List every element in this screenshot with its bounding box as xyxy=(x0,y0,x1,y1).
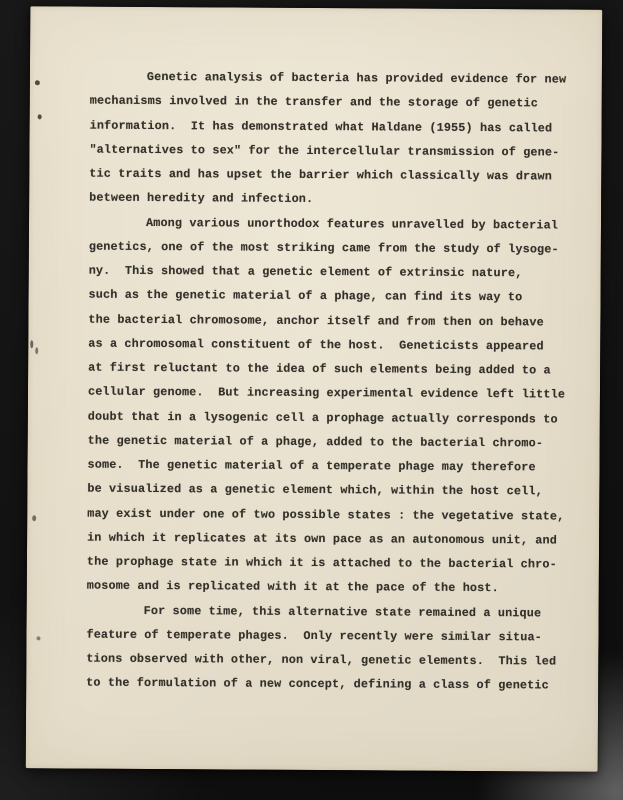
text-line: ny. This showed that a genetic element of extrinsic nature, xyxy=(88,263,523,281)
text-line: mechanisms involved in the transfer and the storage of genetic xyxy=(89,93,539,111)
text-line: tic traits and has upset the barrier which classically was drawn xyxy=(89,166,553,184)
text-line: at first reluctant to the idea of such elements being added to a xyxy=(88,360,551,378)
text-line: mosome and is replicated with it at the pace of the host. xyxy=(86,578,499,596)
text-line: Genetic analysis of bacteria has provided evidence for new xyxy=(146,69,567,87)
text-line: to the formulation of a new concept, defining a class of genetic xyxy=(86,675,549,693)
text-block xyxy=(86,65,580,698)
text-line: the prophage state in which it is attached to the bacterial chro- xyxy=(86,554,557,572)
text-line: in which it replicates at its own pace as an autonomous unit, and xyxy=(87,530,558,548)
text-line: such as the genetic material of a phage, can find its way to xyxy=(88,287,523,305)
punch-hole xyxy=(36,636,40,640)
text-line: information. It has demonstrated what Haldane (1955) has called xyxy=(89,118,553,135)
text-line: the genetic material of a phage, added to the bacterial chromo- xyxy=(87,433,544,451)
text-line: the bacterial chromosome, anchor itself and from then on behave xyxy=(88,312,544,329)
staple-mark xyxy=(30,340,33,348)
text-line: be visualized as a genetic element which, within the host cell, xyxy=(87,481,543,499)
staple-mark xyxy=(32,515,36,521)
text-line: tions observed with other, non viral, genetic elements. This led xyxy=(86,651,557,669)
document-page xyxy=(26,6,603,771)
staple-mark xyxy=(35,347,38,354)
text-line: feature of temperate phages. Only recently were similar situa- xyxy=(86,627,542,645)
text-line: doubt that in a lysogenic cell a prophage actually corresponds to xyxy=(87,409,558,426)
punch-hole xyxy=(38,114,42,119)
text-line: between heredity and infection. xyxy=(89,190,314,207)
text-line: cellular genome. But increasing experimental evidence left little xyxy=(87,384,566,402)
text-line: "alternatives to sex" for the intercellular transmission of gene- xyxy=(89,142,560,160)
text-line: Among various unorthodox features unravelled by bacterial xyxy=(145,215,559,232)
text-line: genetics, one of the most striking came from the study of lysoge- xyxy=(88,239,559,257)
text-line: some. The genetic material of a temperate phage may therefore xyxy=(87,457,536,475)
text-line: For some time, this alternative state remained a unique xyxy=(143,603,542,620)
text-line: may exist under one of two possible states : the vegetative state, xyxy=(87,506,565,524)
punch-hole xyxy=(35,80,40,85)
text-line: as a chromosomal constituent of the host. Geneticists appeared xyxy=(88,336,544,354)
